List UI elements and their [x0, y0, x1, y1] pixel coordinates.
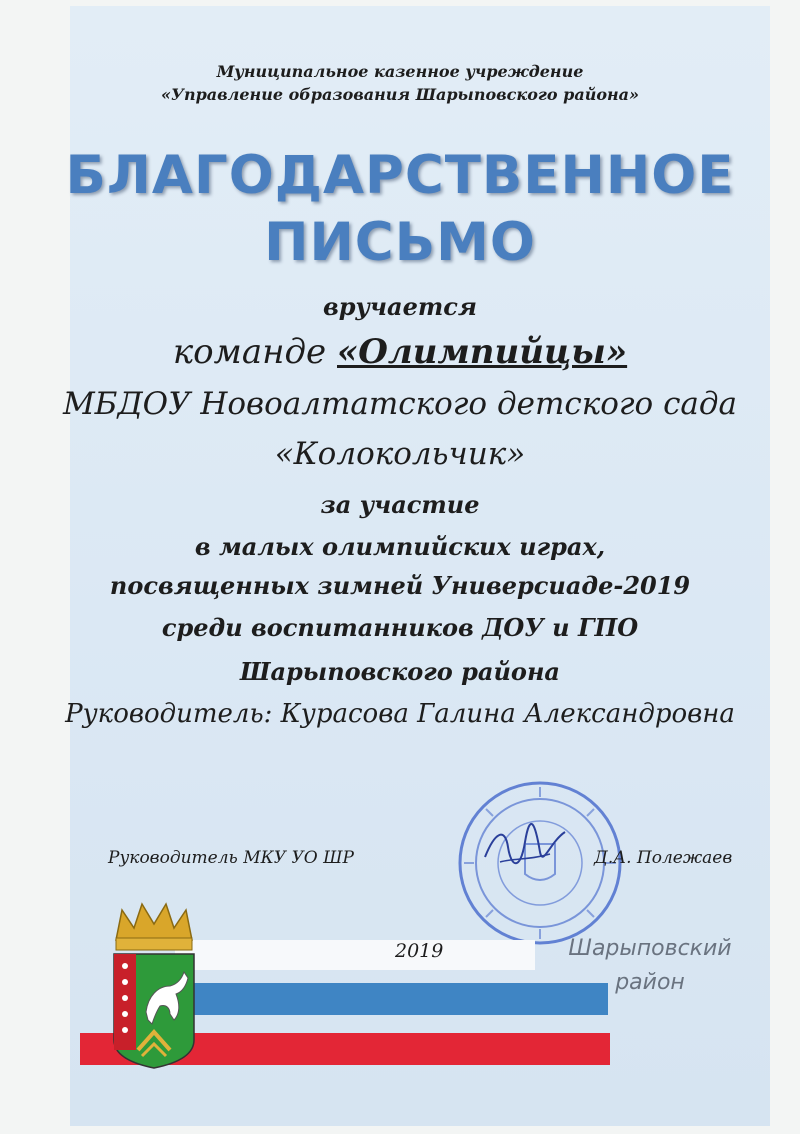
signatory-role: Руководитель МКУ УО ШР [108, 848, 354, 868]
purpose-line: среди воспитанников ДОУ и ГПО [161, 613, 639, 642]
purpose-line: в малых олимпийских играх, [194, 532, 606, 561]
blue-stripe [175, 983, 608, 1015]
signatory-name: Д.А. Полежаев [594, 848, 733, 868]
title-line-2: ПИСЬМО [264, 212, 536, 273]
title-line-1: БЛАГОДАРСТВЕННОЕ [65, 145, 735, 206]
district-name [560, 932, 740, 1000]
handwritten-signature [480, 812, 570, 882]
purpose-line: за участие [320, 490, 480, 519]
district-line-2: район [615, 970, 685, 995]
awarded-text: вручается [323, 292, 477, 321]
year: 2019 [395, 940, 444, 962]
team-line [0, 332, 800, 372]
org-line-1: Муниципальное казенное учреждение [216, 62, 584, 81]
team-name: «Олимпийцы» [337, 332, 628, 372]
coat-of-arms-icon [108, 900, 200, 1070]
school-line-2: «Колокольчик» [274, 436, 526, 472]
team-prefix: команде [172, 332, 327, 372]
district-line-1: Шарыповский [568, 936, 732, 961]
school-line-1: МБДОУ Новоалтатского детского сада [62, 386, 738, 422]
org-line-2: «Управление образования Шарыповского района» [160, 85, 640, 104]
team-leader: Руководитель: Курасова Галина Александровна [65, 699, 735, 729]
purpose-line: посвященных зимней Универсиаде-2019 [109, 571, 691, 600]
purpose-line: Шарыповского района [240, 657, 560, 686]
white-stripe [175, 940, 535, 970]
